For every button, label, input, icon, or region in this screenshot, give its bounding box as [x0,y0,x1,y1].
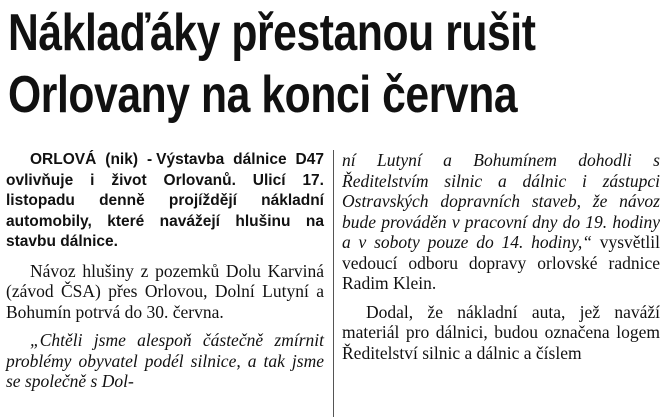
article-paragraph-2-start [6,330,324,392]
column-divider [333,150,334,417]
article-paragraph-1: Návoz hlušiny z pozemků Dolu Karviná (závod ČSA) přes Orlovou, Dolní Lutyní a Bohumín potrvá do 30. června. [6,260,324,322]
quote-part-2: ní Lutyní a Bohumínem dohodli s Ředitelstvím silnic a dálnic i zástupci Ostravských dopravních staveb, že návoz bude prováděn v pracovní dny do 19. hodiny a v soboty pouze do 14. hodiny,“ [342,150,660,252]
article-paragraph-2-end [342,150,660,294]
article-dateline: ORLOVÁ (nik) - [30,151,153,168]
article-column-left [6,150,324,392]
article-lead [6,150,324,253]
article-column-right [342,150,660,371]
article-lead-text: Výstavba dálnice D47 ovlivňuje i život Orlovanů. Ulicí 17. listopadu denně projíždějí nákladní automobily, které navážejí hlušinu na stavbu dálnice. [6,151,324,250]
article-paragraph-3: Dodal, že nákladní auta, jež naváží materiál pro dálnici, budou označena logem Ředitelství silnic a dálnic a číslem [342,301,660,363]
quote-attribution: vysvětlil vedoucí odboru dopravy orlovské radnice Radim Klein. [342,232,661,293]
quote-part-1: „Chtěli jsme alespoň částečně zmírnit problémy obyvatel podél silnice, a tak jsme se společně s Dol- [6,330,324,391]
headline-line-1: Náklaďáky přestanou rušit [8,4,536,62]
headline-line-2: Orlovany na konci června [8,66,518,124]
headline [8,2,541,126]
